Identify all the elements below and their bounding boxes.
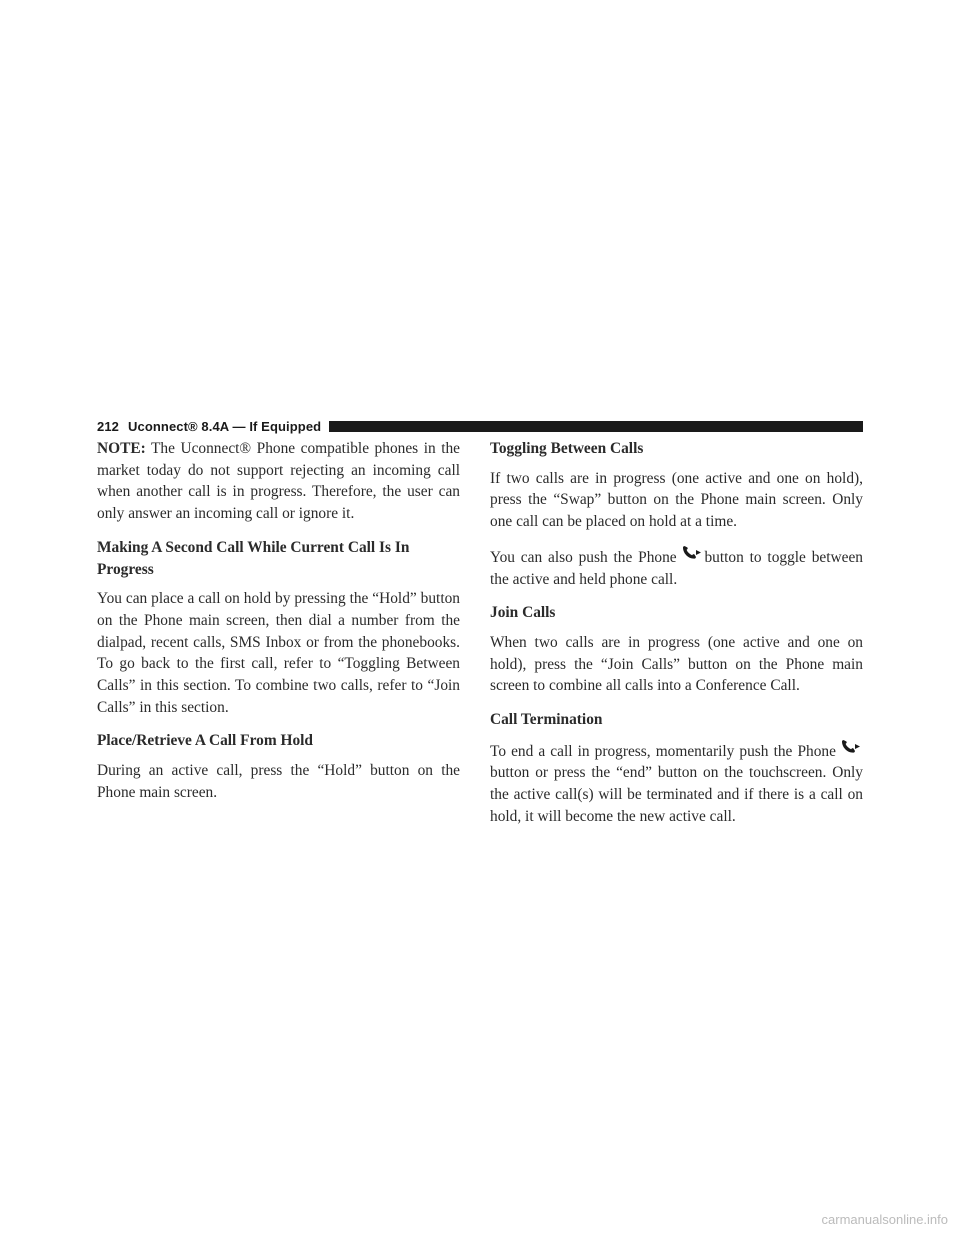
left-column [97,438,460,816]
phone-handset-icon [841,739,861,754]
heading-second-call: Making A Second Call While Current Call Is In Progress [97,538,410,578]
toggling-text-b: button to toggle between the active and held phone call. [490,548,863,588]
heading-toggling: Toggling Between Calls [490,440,644,457]
phone-handset-icon [682,545,702,560]
page-number: 212 [97,418,119,434]
note-label: NOTE: [97,440,146,457]
header-label [97,419,329,434]
toggling-paragraph: If two calls are in progress (one active and one on hold), press the “Swap” button on the Phone main screen. Only one call can be placed on hold at a time. [490,469,863,531]
page-header [97,417,863,435]
note-paragraph [97,438,460,525]
termination-text-a: To end a call in progress, momentarily push the Phone [490,742,841,760]
toggling-paragraph-2 [490,545,863,590]
header-rule [329,421,863,432]
second-call-paragraph: You can place a call on hold by pressing the “Hold” button on the Phone main screen, then dial a number from the dialpad, recent calls, SMS Inbox or from the phonebooks. To go back to the first call, refer to “Toggling Between Calls” in this section. To combine two calls, refer to “Join Calls” in this section. [97,590,460,716]
termination-text-b: button or press the “end” button on the touchscreen. Only the active call(s) will be terminated and if there is a call on hold, it will become the new active call. [490,764,863,825]
watermark: carmanualsonline.info [821,1212,948,1227]
join-paragraph: When two calls are in progress (one active and one on hold), press the “Join Calls” button on the Phone main screen to combine all calls into a Conference Call. [490,633,863,695]
heading-join: Join Calls [490,604,556,622]
toggling-text-a: You can also push the Phone [490,548,683,566]
section-title: Uconnect® 8.4A — If Equipped [128,418,322,434]
hold-paragraph: During an active call, press the “Hold” button on the Phone main screen. [97,762,460,801]
heading-termination: Call Termination [490,711,603,729]
right-column [490,438,863,840]
heading-hold: Place/Retrieve A Call From Hold [97,732,313,750]
termination-paragraph [490,739,863,828]
note-text: The Uconnect® Phone compatible phones in the market today do not support rejecting an incoming call when another call is in progress. Therefore, the user can only answer an incoming call or ignore it. [97,440,460,523]
